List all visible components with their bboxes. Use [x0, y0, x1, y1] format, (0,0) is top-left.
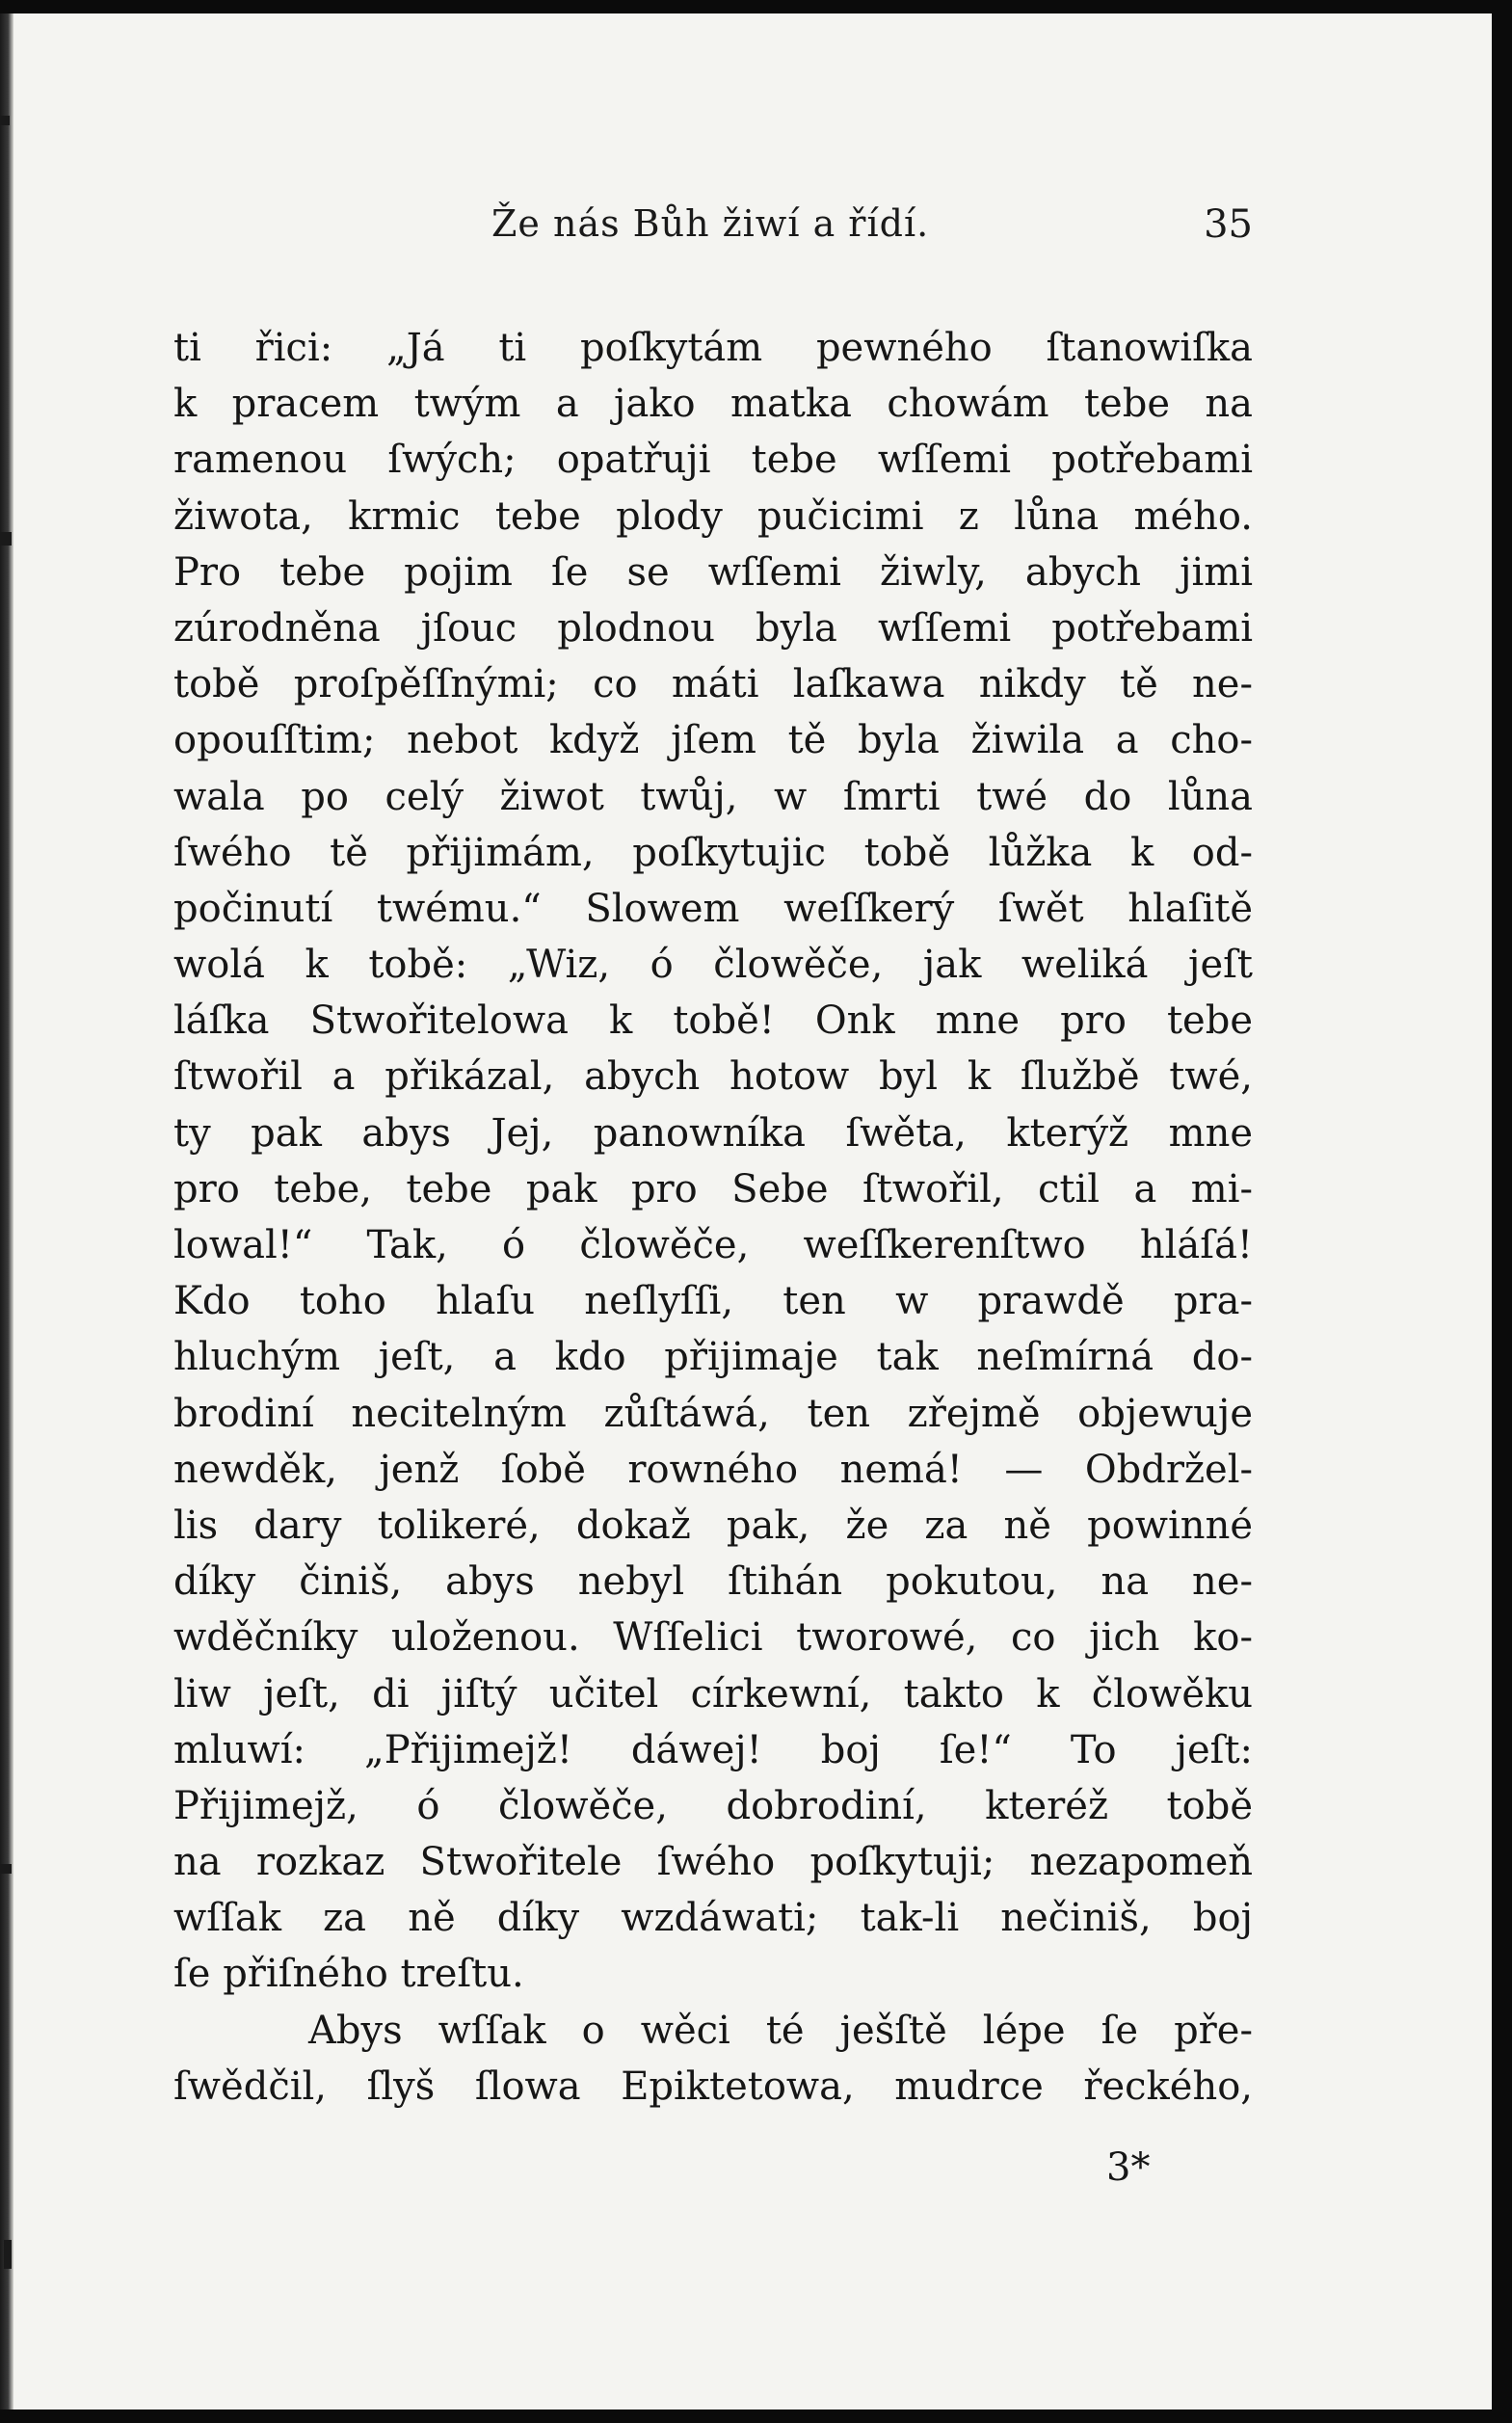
text-line: opouſſtim; nebot když jſem tě byla žiwila a cho-: [173, 718, 1253, 763]
text-line: ſtwořil a přikázal, abych hotow byl k ſlužbě twé,: [173, 1054, 1253, 1100]
text-line: na rozkaz Stwořitele ſwého poſkytuji; nezapomeň: [173, 1840, 1253, 1885]
text-line: Pro tebe pojim ſe se wſſemi žiwly, abych jimi: [173, 549, 1253, 595]
text-line: hluchým jeſt, a kdo přijimaje tak neſmírná do-: [173, 1335, 1253, 1380]
text-line: newděk, jenž ſobě rowného nemá! — Obdržel-: [173, 1447, 1253, 1492]
text-line: ty pak abys Jej, panowníka ſwěta, kterýž mne: [173, 1110, 1253, 1156]
text-line: wolá k tobě: „Wiz, ó člowěče, jak weliká jeſt: [173, 943, 1253, 988]
text-line: wſſak za ně díky wzdáwati; tak-li nečiniš, boj: [173, 1896, 1253, 1941]
text-line: pro tebe, tebe pak pro Sebe ſtwořil, ctil a mi-: [173, 1166, 1253, 1212]
book-page: [0, 13, 1492, 2410]
text-line: tobě proſpěſſnými; co máti laſkawa nikdy tě ne-: [173, 662, 1253, 707]
text-line: wala po celý žiwot twůj, w ſmrti twé do lůna: [173, 774, 1253, 819]
text-line: ſwědčil, ſlyš ſlowa Epiktetowa, mudrce řeckého,: [173, 2064, 1253, 2109]
page-number: 35: [1204, 202, 1253, 247]
text-line-paragraph-end: ſe přiſného treſtu.: [173, 1952, 524, 1997]
text-line: díky činiš, abys nebyl ſtihán pokutou, na ne-: [173, 1559, 1253, 1605]
margin-mark-top: [0, 116, 10, 125]
running-title: Že nás Bůh žiwí a řídí.: [491, 202, 930, 245]
text-line: lis dary tolikeré, dokaž pak, že za ně powinné: [173, 1503, 1253, 1548]
text-line: Přijimejž, ó člowěče, dobrodiní, kteréž tobě: [173, 1783, 1253, 1828]
margin-mark-middle: [0, 532, 12, 546]
text-line: brodiní necitelným zůſtáwá, ten zřejmě objewuje: [173, 1391, 1253, 1436]
text-line: láſka Stwořitelowa k tobě! Onk mne pro tebe: [173, 998, 1253, 1044]
text-line: liw jeſt, di jiſtý učitel církewní, takto k člowěku: [173, 1671, 1253, 1717]
text-line: mluwí: „Přijimejž! dáwej! boj ſe!“ To jeſt:: [173, 1727, 1253, 1772]
body-text: [173, 320, 1253, 2115]
signature-mark: 3*: [1106, 2145, 1151, 2190]
text-line: Kdo toho hlaſu neſlyſſi, ten w prawdě pra-: [173, 1279, 1253, 1324]
text-line: zúrodněna jſouc plodnou byla wſſemi potřebami: [173, 605, 1253, 651]
margin-mark-bottom: [4, 2240, 12, 2269]
text-line: lowal!“ Tak, ó člowěče, weſſkerenſtwo hláſá!: [173, 1223, 1253, 1267]
margin-mark-lower: [0, 1864, 12, 1874]
text-line-paragraph-start: Abys wſſak o wěci té ješſtě lépe ſe pře-: [308, 2008, 1253, 2053]
text-line: ti řici: „Já ti poſkytám pewného ſtanowiſka: [173, 326, 1253, 370]
text-line: žiwota, krmic tebe plody pučicimi z lůna mého.: [173, 493, 1253, 539]
text-line: počinutí twému.“ Slowem weſſkerý ſwět hlaſitě: [173, 886, 1253, 931]
running-head: [173, 202, 1253, 256]
text-line: ſwého tě přijimám, poſkytujic tobě lůžka k od-: [173, 830, 1253, 875]
binding-shadow: [0, 13, 13, 2410]
text-line: wděčníky uloženou. Wſſelici tworowé, co jich ko-: [173, 1615, 1253, 1661]
text-line: ramenou ſwých; opatřuji tebe wſſemi potřebami: [173, 438, 1253, 483]
text-line: k pracem twým a jako matka chowám tebe na: [173, 382, 1253, 427]
